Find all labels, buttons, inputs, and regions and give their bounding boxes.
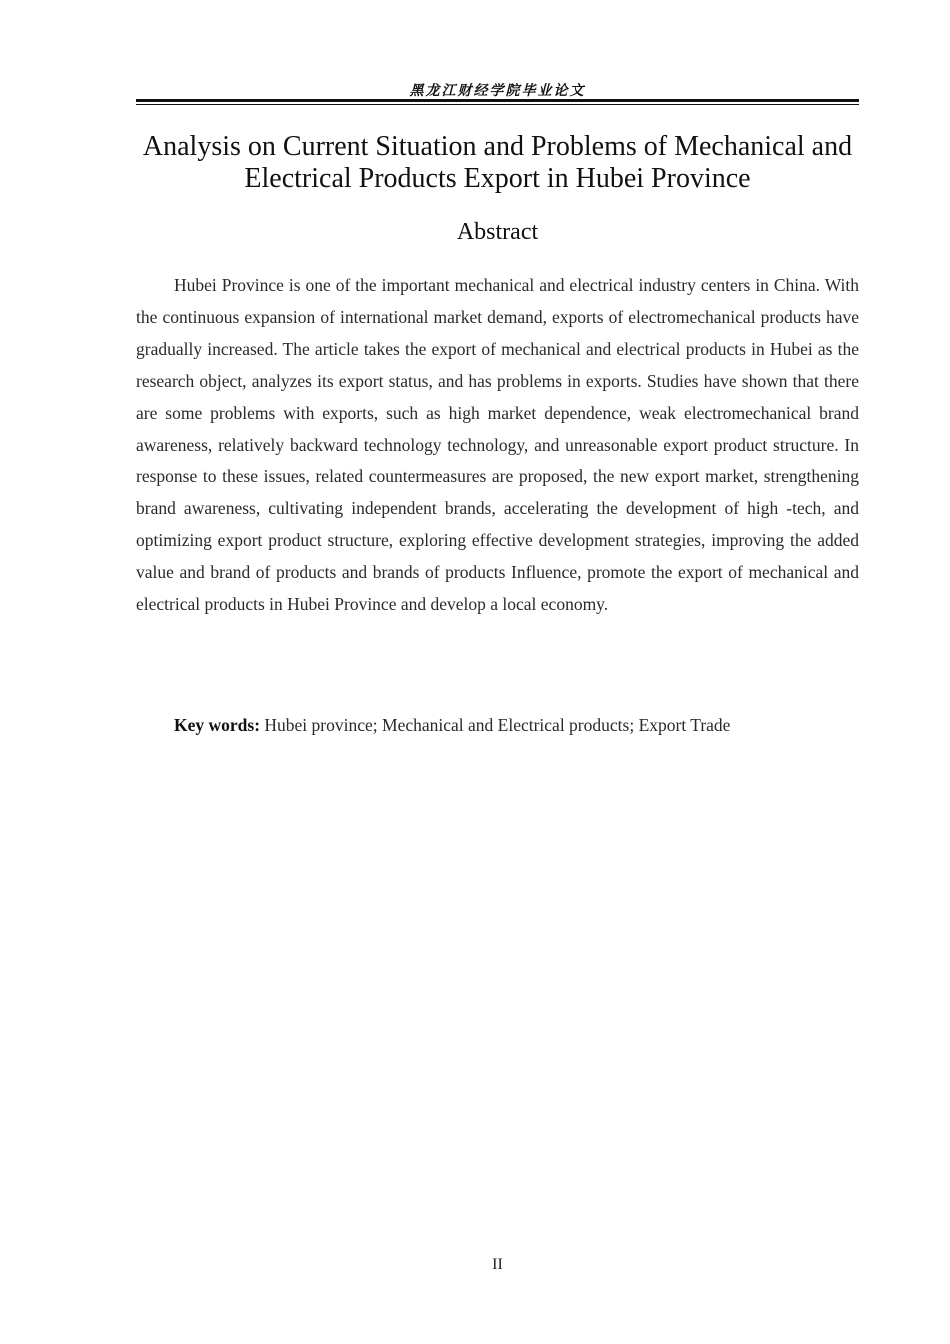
running-header: 黑龙江财经学院毕业论文	[409, 83, 586, 99]
page-number: II	[492, 1256, 503, 1273]
document-page	[136, 0, 859, 1344]
abstract-body: Hubei Province is one of the important mechanical and electrical industry centers in China. With the continuous expansion of international market demand, exports of electromechanical products have gradually increased. The article takes the export of mechanical and electrical products in Hubei as the research object, analyzes its export status, and has problems in exports. Studies have shown that there are some problems with exports, such as high market dependence, weak electromechanical brand awareness, relatively backward technology technology, and unreasonable export product structure. In response to these issues, related countermeasures are proposed, the new export market, strengthening brand awareness, cultivating independent brands, accelerating the development of high -tech, and optimizing export product structure, exploring effective development strategies, improving the added value and brand of products and brands of products Influence, promote the export of mechanical and electrical products in Hubei Province and develop a local economy.	[136, 275, 859, 615]
keywords-label: Key words:	[174, 715, 261, 735]
header-rule	[136, 99, 859, 102]
paper-title: Analysis on Current Situation and Problems of Mechanical and Electrical Products Export in Hubei Province	[142, 131, 853, 194]
abstract-heading: Abstract	[456, 219, 539, 245]
keywords-text: Hubei province; Mechanical and Electrical products; Export Trade	[260, 715, 731, 735]
keywords-line	[174, 710, 859, 742]
header-rule-thin	[136, 104, 859, 105]
